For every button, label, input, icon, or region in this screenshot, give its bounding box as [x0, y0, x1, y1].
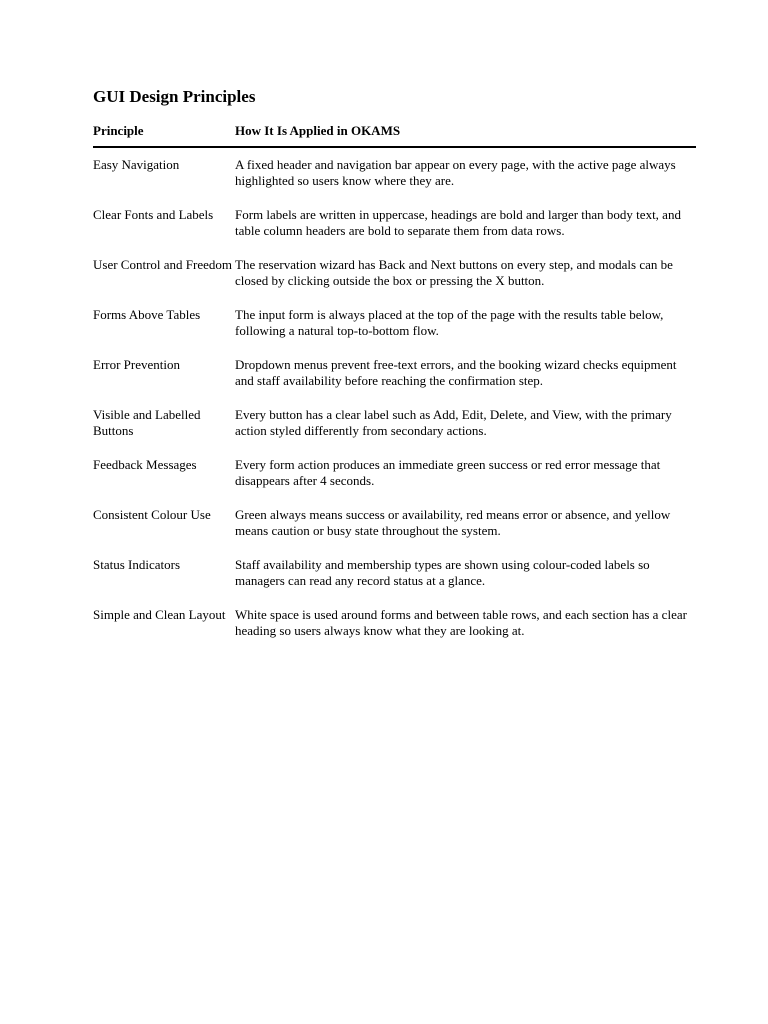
applied-column-header: How It Is Applied in OKAMS	[235, 121, 696, 147]
header-row	[93, 121, 696, 147]
applied-cell: The reservation wizard has Back and Next buttons on every step, and modals can be closed by clicking outside the box or pressing the X button.	[235, 257, 673, 288]
applied-cell: Every form action produces an immediate green success or red error message that disappears after 4 seconds.	[235, 457, 661, 488]
principle-cell: Error Prevention	[93, 357, 181, 372]
table-row	[93, 257, 696, 307]
principle-cell: Visible and Labelled Buttons	[93, 407, 201, 438]
applied-cell: Form labels are written in uppercase, headings are bold and larger than body text, and table column headers are bold to separate them from data rows.	[235, 207, 681, 238]
principle-cell: Simple and Clean Layout	[93, 607, 226, 622]
principle-cell: User Control and Freedom	[93, 257, 233, 272]
table-row	[93, 507, 696, 557]
table-body	[93, 147, 696, 657]
principles-table	[93, 121, 696, 657]
principle-cell: Feedback Messages	[93, 457, 197, 472]
table-header	[93, 121, 696, 147]
table-row	[93, 457, 696, 507]
table-row	[93, 407, 696, 457]
principle-cell: Easy Navigation	[93, 157, 180, 172]
applied-cell: A fixed header and navigation bar appear on every page, with the active page always highlighted so users know where they are.	[235, 157, 676, 188]
applied-cell: White space is used around forms and between table rows, and each section has a clear heading so users always know what they are looking at.	[235, 607, 687, 638]
table-row	[93, 557, 696, 607]
table-row	[93, 307, 696, 357]
applied-cell: Dropdown menus prevent free-text errors, and the booking wizard checks equipment and staff availability before reaching the confirmation step.	[235, 357, 677, 388]
table-row	[93, 357, 696, 407]
principle-column-header: Principle	[93, 121, 235, 147]
applied-cell: Every button has a clear label such as Add, Edit, Delete, and View, with the primary action styled differently from secondary actions.	[235, 407, 672, 438]
table-row	[93, 207, 696, 257]
table-row	[93, 607, 696, 657]
applied-cell: The input form is always placed at the top of the page with the results table below, following a natural top-to-bottom flow.	[235, 307, 664, 338]
principle-cell: Status Indicators	[93, 557, 181, 572]
table-row	[93, 147, 696, 207]
principle-cell: Clear Fonts and Labels	[93, 207, 214, 222]
page-title: GUI Design Principles	[93, 87, 256, 106]
applied-cell: Staff availability and membership types are shown using colour-coded labels so managers can read any record status at a glance.	[235, 557, 650, 588]
applied-cell: Green always means success or availability, red means error or absence, and yellow means caution or busy state throughout the system.	[235, 507, 671, 538]
principle-cell: Consistent Colour Use	[93, 507, 211, 522]
principle-cell: Forms Above Tables	[93, 307, 201, 322]
